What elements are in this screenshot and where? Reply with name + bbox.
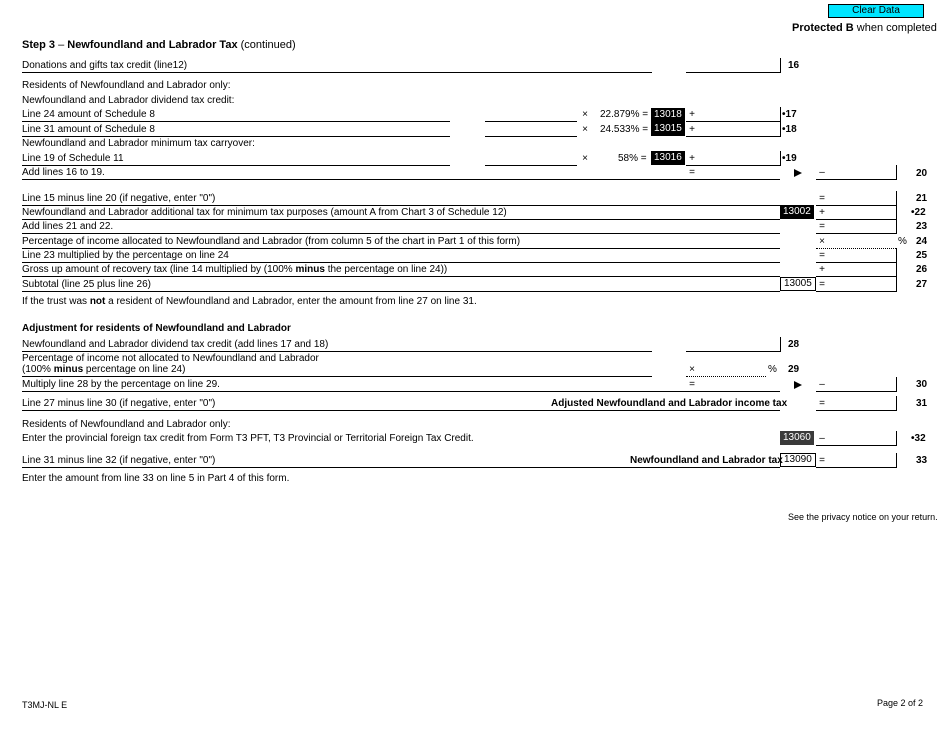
divider	[22, 410, 780, 411]
divider	[22, 233, 780, 234]
divider	[22, 291, 780, 292]
divider	[22, 351, 652, 352]
percent-sign: %	[898, 236, 907, 247]
divider	[896, 191, 897, 206]
line-31-label: Line 27 minus line 30 (if negative, enter "0")	[22, 398, 216, 409]
dividend-credit-label: Newfoundland and Labrador dividend tax credit:	[22, 95, 235, 106]
line-25-number: 25	[916, 250, 928, 261]
line-30-number: 30	[916, 379, 928, 390]
multiply-sign: ×	[582, 153, 588, 164]
divider	[780, 151, 781, 166]
divider	[22, 205, 780, 206]
protected-rest: when completed	[853, 22, 937, 34]
privacy-notice: See the privacy notice on your return.	[788, 512, 938, 522]
divider	[22, 72, 652, 73]
line-27-amount[interactable]	[816, 291, 896, 292]
line-24-number: 24	[916, 236, 928, 247]
line-23-label: Add lines 21 and 22.	[22, 221, 114, 232]
divider	[22, 219, 780, 220]
percent-sign: %	[768, 364, 777, 375]
line-19-input[interactable]	[485, 165, 577, 166]
line-17-input[interactable]	[485, 121, 577, 122]
line-30-label: Multiply line 28 by the percentage on line 29.	[22, 379, 220, 390]
rate-value: 22.879%	[600, 109, 640, 120]
divider	[896, 396, 897, 411]
multiply-sign: ×	[819, 236, 825, 247]
form-id: T3MJ-NL E	[22, 700, 68, 710]
line-27-label: Subtotal (line 25 plus line 26)	[22, 279, 151, 290]
line-18-code: 13015	[651, 122, 685, 136]
line-17-amount[interactable]	[686, 121, 780, 122]
line-18-amount[interactable]	[686, 136, 780, 137]
line-18-label: Line 31 amount of Schedule 8	[22, 124, 155, 135]
divider	[22, 467, 780, 468]
rate-value: 24.533%	[600, 124, 640, 135]
minus-sign: –	[819, 379, 825, 390]
line-22-code: 13002	[780, 205, 814, 219]
equals-sign: =	[819, 193, 825, 204]
line-32-amount[interactable]	[816, 445, 896, 446]
multiply-sign: ×	[689, 364, 695, 375]
line-19-label: Line 19 of Schedule 11	[22, 153, 124, 164]
equals-sign: =	[642, 109, 649, 120]
step-label: Step 3	[22, 39, 56, 51]
note-text-a: If the trust was	[22, 296, 90, 307]
clear-data-button[interactable]: Clear Data	[828, 4, 924, 18]
divider	[22, 121, 450, 122]
line-17-label: Line 24 amount of Schedule 8	[22, 109, 155, 120]
divider	[896, 205, 897, 220]
line-29-text-bold: minus	[53, 364, 84, 375]
arrow-right-icon	[794, 169, 802, 177]
divider	[896, 453, 897, 468]
line-22-number: •22	[911, 207, 926, 218]
protected-label: Protected B	[792, 22, 854, 34]
equals-sign: =	[819, 455, 825, 466]
divider	[896, 431, 897, 446]
page-title	[22, 39, 296, 51]
step-title: Newfoundland and Labrador Tax	[67, 39, 238, 51]
line-26-text-bold: minus	[295, 264, 325, 275]
divider	[22, 248, 780, 249]
line-19-amount[interactable]	[686, 165, 780, 166]
residents-only-label-2: Residents of Newfoundland and Labrador only:	[22, 419, 231, 430]
line-29-label-1: Percentage of income not allocated to Newfoundland and Labrador	[22, 353, 319, 364]
line-28-amount[interactable]	[686, 351, 780, 352]
line-26-label	[22, 264, 447, 275]
line-26-number: 26	[916, 264, 928, 275]
note-text-bold: not	[89, 296, 106, 307]
line-20-amount[interactable]	[816, 179, 896, 180]
line-20-label: Add lines 16 to 19.	[22, 167, 105, 178]
plus-sign: +	[689, 153, 695, 164]
page-number: Page 2 of 2	[877, 698, 924, 708]
divider	[22, 136, 450, 137]
line-29-number: 29	[788, 364, 800, 375]
line-22-label: Newfoundland and Labrador additional tax for minimum tax purposes (amount A from Chart 3 of Schedule 12)	[22, 207, 507, 218]
divider	[896, 277, 897, 292]
line-21-amount[interactable]	[816, 205, 896, 206]
line-25-amount[interactable]	[816, 262, 896, 263]
divider	[22, 276, 780, 277]
divider	[896, 377, 897, 392]
divider	[780, 122, 781, 137]
plus-sign: +	[819, 207, 825, 218]
line-16-input[interactable]	[686, 72, 780, 73]
line-17-number: •17	[782, 109, 797, 120]
minus-sign: –	[819, 167, 825, 178]
line-33-code: 13090	[780, 453, 816, 467]
line-26-amount[interactable]	[816, 276, 896, 277]
divider	[780, 58, 781, 73]
line-17-code: 13018	[651, 108, 685, 122]
line-24-amount[interactable]	[816, 248, 896, 249]
line-18-input[interactable]	[485, 136, 577, 137]
line-32-code: 13060	[780, 431, 814, 445]
adjustment-section-title: Adjustment for residents of Newfoundland and Labrador	[22, 323, 291, 334]
rate-value: 58%	[618, 153, 639, 164]
equals-sign: =	[819, 221, 825, 232]
divider	[22, 376, 652, 377]
line-22-amount[interactable]	[816, 219, 896, 220]
divider	[22, 179, 780, 180]
line-30-amount[interactable]	[816, 391, 896, 392]
divider	[22, 165, 450, 166]
line-32-number: •32	[911, 433, 926, 444]
line-18-rate	[600, 124, 648, 135]
line-29-text-b: percentage on line 24)	[83, 364, 186, 375]
divider	[896, 248, 897, 263]
line-27-number: 27	[916, 279, 928, 290]
line-29-text-a: (100%	[22, 364, 54, 375]
line-30-subamount[interactable]	[686, 391, 780, 392]
protected-notice	[792, 22, 937, 34]
line-33-amount[interactable]	[816, 467, 896, 468]
line-19-rate	[618, 153, 647, 164]
divider	[22, 262, 780, 263]
plus-sign: +	[819, 264, 825, 275]
line-31-amount[interactable]	[816, 410, 896, 411]
line-19-number: •19	[782, 153, 797, 164]
line-28-number: 28	[788, 339, 800, 350]
min-tax-carryover-label: Newfoundland and Labrador minimum tax carryover:	[22, 138, 255, 149]
line-21-number: 21	[916, 193, 928, 204]
line-25-label: Line 23 multiplied by the percentage on line 24	[22, 250, 229, 261]
line-26-text-b: the percentage on line 24))	[324, 264, 448, 275]
plus-sign: +	[689, 124, 695, 135]
line-20-number: 20	[916, 168, 928, 179]
equals-sign: =	[642, 124, 649, 135]
line-32-label: Enter the provincial foreign tax credit from Form T3 PFT, T3 Provincial or Territorial Foreign Tax Credit.	[22, 433, 474, 444]
line-33-number: 33	[916, 455, 928, 466]
line-26-text-a: Gross up amount of recovery tax (line 14 multiplied by (100%	[22, 264, 296, 275]
step-dash: –	[55, 39, 68, 51]
line-23-number: 23	[916, 221, 928, 232]
divider	[780, 337, 781, 352]
line-33-label: Line 31 minus line 32 (if negative, enter "0")	[22, 455, 216, 466]
line-33-caption: Newfoundland and Labrador tax	[630, 455, 783, 466]
line-28-label: Newfoundland and Labrador dividend tax credit (add lines 17 and 18)	[22, 339, 329, 350]
note-text-b: a resident of Newfoundland and Labrador, enter the amount from line 27 on line 31.	[105, 296, 477, 307]
minus-sign: –	[819, 433, 825, 444]
line-21-label: Line 15 minus line 20 (if negative, enter "0")	[22, 193, 216, 204]
equals-sign: =	[689, 379, 695, 390]
divider	[896, 219, 897, 234]
line-16-label: Donations and gifts tax credit (line12)	[22, 60, 188, 71]
step-title-rest: (continued)	[237, 39, 296, 51]
line-16-number: 16	[788, 60, 800, 71]
multiply-sign: ×	[582, 124, 588, 135]
line-29-label-2	[22, 364, 185, 375]
divider	[22, 391, 780, 392]
equals-sign: =	[819, 398, 825, 409]
line-23-amount[interactable]	[816, 233, 896, 234]
divider	[896, 165, 897, 180]
line-18-number: •18	[782, 124, 797, 135]
line-19-code: 13016	[651, 151, 685, 165]
line-31-number: 31	[916, 398, 928, 409]
line-29-amount[interactable]	[686, 376, 766, 377]
equals-sign: =	[689, 167, 695, 178]
enter-line-33-note: Enter the amount from line 33 on line 5 in Part 4 of this form.	[22, 473, 290, 484]
line-17-rate	[600, 109, 648, 120]
equals-sign: =	[819, 279, 825, 290]
equals-sign: =	[819, 250, 825, 261]
line-24-label: Percentage of income allocated to Newfoundland and Labrador (from column 5 of the chart in Part 1 of this form)	[22, 236, 521, 247]
line-27-code: 13005	[780, 277, 816, 291]
arrow-right-icon	[794, 381, 802, 389]
non-resident-note	[22, 296, 477, 307]
line-31-caption: Adjusted Newfoundland and Labrador income tax	[551, 398, 788, 409]
divider	[780, 107, 781, 122]
residents-only-label: Residents of Newfoundland and Labrador only:	[22, 80, 231, 91]
plus-sign: +	[689, 109, 695, 120]
equals-sign: =	[640, 153, 647, 164]
divider	[896, 262, 897, 277]
multiply-sign: ×	[582, 109, 588, 120]
